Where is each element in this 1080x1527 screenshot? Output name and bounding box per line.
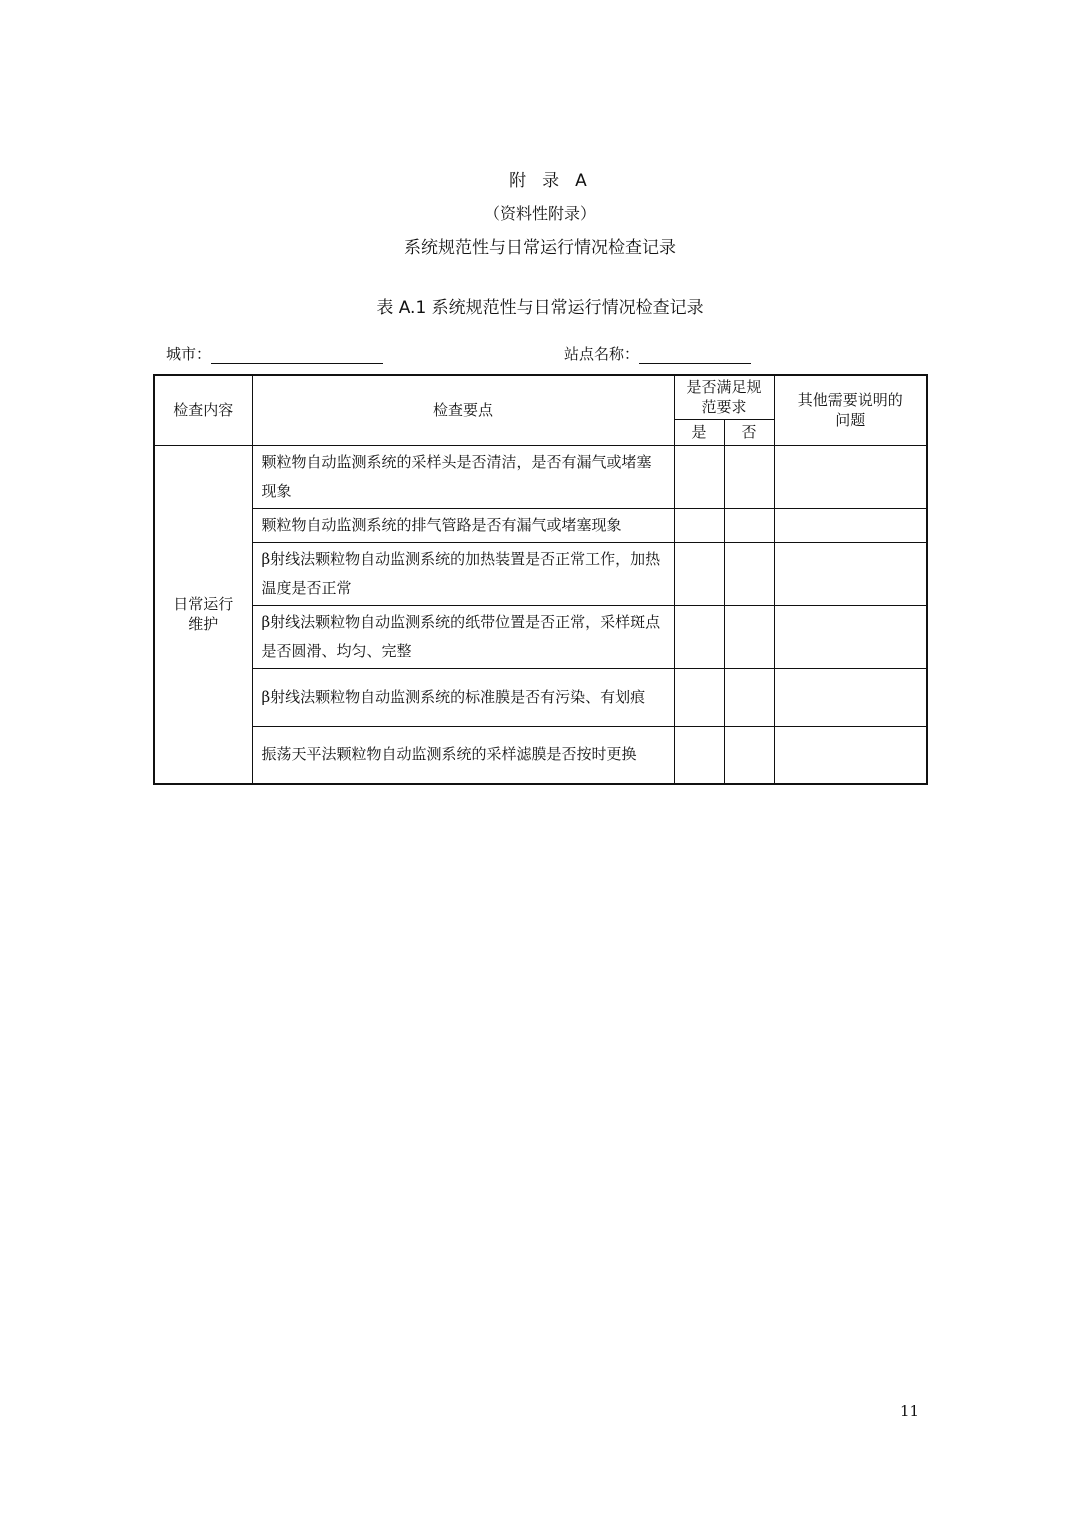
yes-cell[interactable] [674, 445, 724, 508]
table-row [154, 668, 927, 726]
yes-cell[interactable] [674, 605, 724, 668]
no-cell[interactable] [724, 508, 774, 542]
yes-cell[interactable] [674, 542, 724, 605]
check-item: β射线法颗粒物自动监测系统的加热装置是否正常工作，加热温度是否正常 [252, 542, 674, 605]
table-row [154, 508, 927, 542]
notes-cell[interactable] [774, 668, 927, 726]
page-number: 11 [900, 1402, 920, 1420]
station-blank[interactable] [639, 347, 751, 364]
check-item: β射线法颗粒物自动监测系统的纸带位置是否正常，采样斑点是否圆滑、均匀、完整 [252, 605, 674, 668]
notes-cell[interactable] [774, 542, 927, 605]
yes-cell[interactable] [674, 508, 724, 542]
city-field [166, 343, 383, 364]
no-cell[interactable] [724, 445, 774, 508]
no-cell[interactable] [724, 668, 774, 726]
table-row [154, 726, 927, 784]
header-points: 检查要点 [252, 375, 674, 445]
header-content: 检查内容 [154, 375, 252, 445]
check-item: β射线法颗粒物自动监测系统的标准膜是否有污染、有划痕 [252, 668, 674, 726]
notes-cell[interactable] [774, 508, 927, 542]
table-row [154, 542, 927, 605]
yes-cell[interactable] [674, 726, 724, 784]
table-row [154, 445, 927, 508]
header-no: 否 [724, 419, 774, 445]
notes-cell[interactable] [774, 445, 927, 508]
check-item: 振荡天平法颗粒物自动监测系统的采样滤膜是否按时更换 [252, 726, 674, 784]
city-blank[interactable] [211, 347, 383, 364]
appendix-heading: 附录A [509, 171, 603, 191]
header-compliance: 是否满足规范要求 [674, 375, 774, 419]
no-cell[interactable] [724, 605, 774, 668]
notes-cell[interactable] [774, 726, 927, 784]
no-cell[interactable] [724, 542, 774, 605]
inspection-table [153, 374, 928, 785]
check-item: 颗粒物自动监测系统的排气管路是否有漏气或堵塞现象 [252, 508, 674, 542]
table-row [154, 605, 927, 668]
yes-cell[interactable] [674, 668, 724, 726]
no-cell[interactable] [724, 726, 774, 784]
header-notes: 其他需要说明的问题 [774, 375, 927, 445]
category-cell: 日常运行维护 [154, 445, 252, 784]
header-yes: 是 [674, 419, 724, 445]
document-title: 系统规范性与日常运行情况检查记录 [404, 238, 676, 258]
appendix-type: （资料性附录） [483, 204, 596, 223]
check-item: 颗粒物自动监测系统的采样头是否清洁，是否有漏气或堵塞现象 [252, 445, 674, 508]
station-label: 站点名称： [564, 345, 640, 363]
notes-cell[interactable] [774, 605, 927, 668]
city-label: 城市： [166, 345, 212, 363]
table-caption: 表 A.1 系统规范性与日常运行情况检查记录 [376, 298, 704, 318]
station-field [564, 343, 751, 364]
